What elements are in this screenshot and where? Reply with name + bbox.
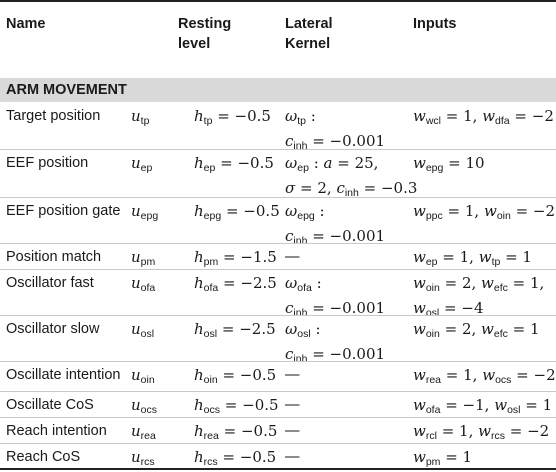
inputs: $w_{epg} = 10$: [413, 154, 485, 174]
table-row: [0, 361, 556, 392]
field-symbol: $u_{ocs}$: [131, 396, 158, 416]
header-name: Name: [6, 16, 46, 32]
field-symbol: $u_{pm}$: [131, 248, 156, 268]
table-row: [0, 417, 556, 444]
field-symbol: $u_{rcs}$: [131, 448, 155, 468]
table-row: [0, 315, 556, 365]
row-name: Position match: [6, 249, 102, 265]
lateral-kernel: $\omega_{ep}$ : a = 25, σ = 2, $c_{inh} = -0.3$: [285, 154, 418, 199]
inputs: $w_{rea} = 1$, $w_{ocs} = -2$: [413, 366, 556, 386]
resting-level: $h_{ofa} = -2.5$: [194, 274, 277, 294]
lateral-kernel: $\omega_{osl}$ : $c_{inh} = -0.001$: [285, 320, 386, 365]
row-name: Target position: [6, 108, 101, 124]
lateral-kernel: —: [285, 367, 300, 383]
row-name: Oscillate CoS: [6, 397, 94, 413]
field-symbol: $u_{osl}$: [131, 320, 155, 340]
lateral-kernel: —: [285, 397, 300, 413]
table-row: [0, 149, 556, 198]
resting-level: $h_{rcs} = -0.5$: [194, 448, 277, 468]
lateral-kernel: —: [285, 423, 300, 439]
table-row: [0, 269, 556, 319]
lateral-kernel: $\omega_{epg}$ : $c_{inh} = -0.001$: [285, 202, 386, 247]
row-name: Reach intention: [6, 423, 107, 439]
inputs: $w_{oin} = 2$, $w_{efc} = 1$: [413, 320, 540, 340]
resting-level: $h_{rea} = -0.5$: [194, 422, 278, 442]
header-lateral-kernel: Lateral Kernel: [285, 16, 333, 52]
row-name: Oscillate intention: [6, 367, 121, 383]
header-resting-level: Resting level: [178, 16, 232, 52]
inputs: $w_{ofa} = -1$, $w_{osl} = 1$: [413, 396, 553, 416]
resting-level: $h_{ocs} = -0.5$: [194, 396, 279, 416]
inputs: $w_{rcl} = 1$, $w_{rcs} = -2$: [413, 422, 550, 442]
field-symbol: $u_{oin}$: [131, 366, 155, 386]
field-symbol: $u_{epg}$: [131, 202, 159, 222]
table-row: [0, 391, 556, 418]
resting-level: $h_{tp} = -0.5$: [194, 107, 271, 127]
inputs: $w_{oin} = 2$, $w_{efc} = 1$, $w_{osl} = -4$: [413, 274, 545, 319]
row-name: EEF position gate: [6, 203, 121, 219]
table-header: [0, 2, 556, 64]
row-name: Oscillator slow: [6, 321, 100, 337]
row-name: Oscillator fast: [6, 275, 94, 291]
table-row: [0, 103, 556, 152]
field-symbol: $u_{ofa}$: [131, 274, 156, 294]
field-symbol: $u_{ep}$: [131, 154, 153, 174]
field-symbol: $u_{rea}$: [131, 422, 156, 442]
table-row: [0, 197, 556, 247]
table-row: [0, 443, 556, 469]
lateral-kernel: $\omega_{tp}$ : $c_{inh} = -0.001$: [285, 107, 386, 152]
resting-level: $h_{epg} = -0.5$: [194, 202, 280, 222]
row-name: Reach CoS: [6, 449, 81, 465]
inputs: $w_{ppc} = 1$, $w_{oin} = -2$: [413, 202, 556, 222]
resting-level: $h_{osl} = -2.5$: [194, 320, 276, 340]
table-row: [0, 243, 556, 270]
header-inputs: Inputs: [413, 16, 457, 32]
lateral-kernel: —: [285, 449, 300, 465]
lateral-kernel: $\omega_{ofa}$ : $c_{inh} = -0.001$: [285, 274, 386, 319]
field-symbol: $u_{tp}$: [131, 107, 150, 127]
resting-level: $h_{pm} = -1.5$: [194, 248, 277, 268]
inputs: $w_{ep} = 1$, $w_{tp} = 1$: [413, 248, 532, 268]
inputs: $w_{pm} = 1$: [413, 448, 473, 468]
resting-level: $h_{oin} = -0.5$: [194, 366, 277, 386]
inputs: $w_{wcl} = 1$, $w_{dfa} = -2$: [413, 107, 554, 127]
section-title: ARM MOVEMENT: [6, 82, 127, 98]
row-name: EEF position: [6, 155, 89, 171]
section-heading: [0, 78, 556, 102]
resting-level: $h_{ep} = -0.5$: [194, 154, 274, 174]
lateral-kernel: —: [285, 249, 300, 265]
